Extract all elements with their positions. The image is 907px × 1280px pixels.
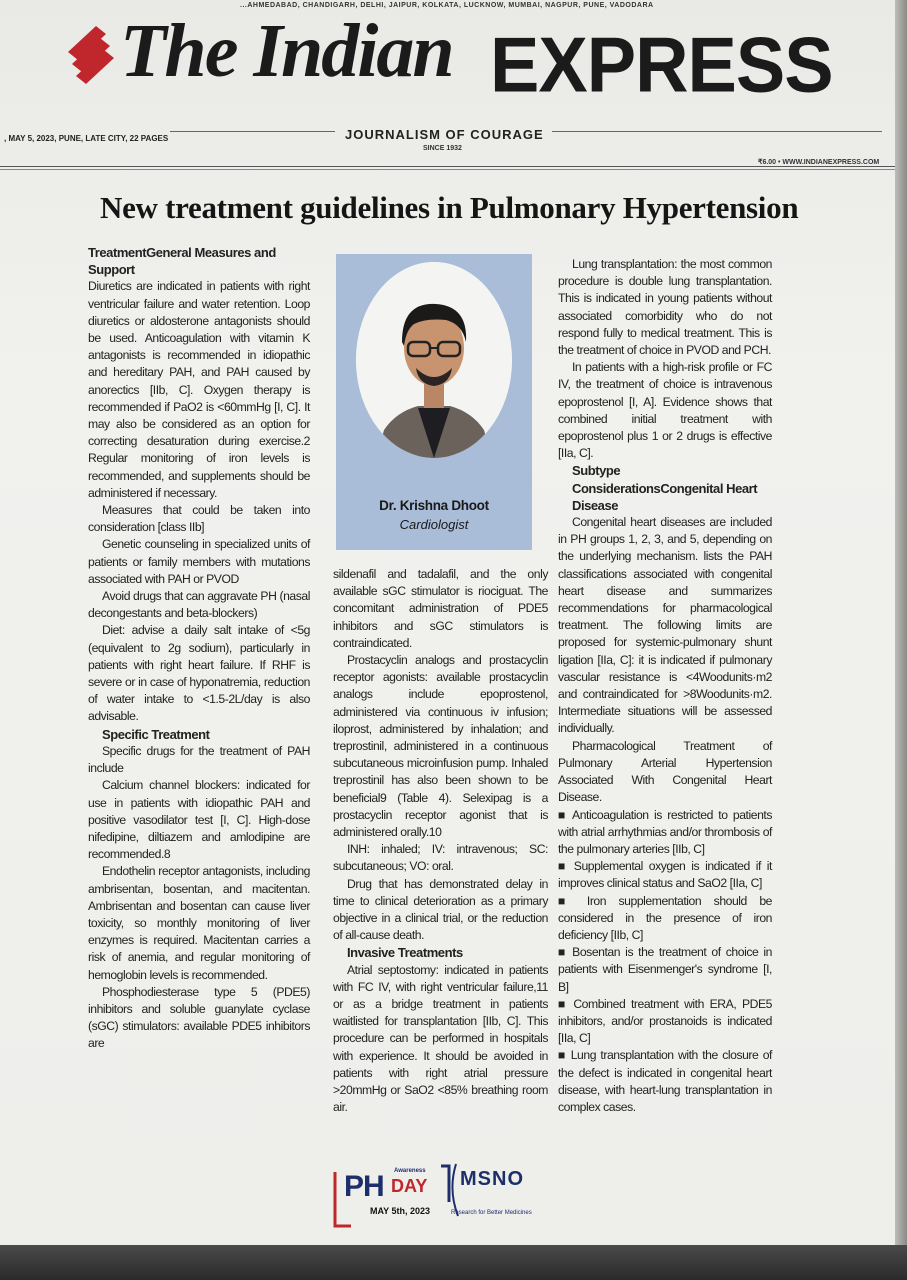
- paragraph: ■ Anticoagulation is restricted to patients with atrial arrhythmias and/or thrombosis of the pulmonary arteries [IIb, C]: [558, 807, 772, 856]
- tagline: JOURNALISM OF COURAGE: [345, 127, 544, 142]
- ph-day-ph: PH: [344, 1170, 384, 1203]
- page-edge: [895, 0, 907, 1245]
- paragraph: Specific drugs for the treatment of PAH include: [88, 743, 310, 776]
- paragraph: sildenafil and tadalafil, and the only available sGC stimulator is riociguat. The concomitant administration of PDE5 inhibitors and sGC stimulators is contraindicated.: [333, 567, 548, 650]
- person-portrait-icon: [356, 262, 512, 458]
- ph-day-date: MAY 5th, 2023: [370, 1206, 431, 1216]
- paragraph: INH: inhaled; IV: intravenous; SC: subcutaneous; VO: oral.: [333, 842, 548, 874]
- paragraph: Lung transplantation: the most common procedure is double lung transplantation. This is indicated in young patients without associated comorbidity who do not respond fully to medical treatment. This is the treatment of choice in PVOD and PCH.: [558, 257, 772, 358]
- paragraph: Genetic counseling in specialized units of patients or family members with mutations associated with PAH or PVOD: [88, 537, 310, 586]
- article-column-3: [558, 256, 772, 1116]
- paragraph: Atrial septostomy: indicated in patients with FC IV, with right ventricular failure,11 or as a bridge treatment in patients waitlisted for transplantation [IIb, C]. This procedure can be performed in hospitals with experience. It should be avoided in patients with right atrial pressure >20mmHg or SaO2 <85% breathing room air.: [333, 962, 548, 1115]
- since-label: SINCE 1932: [423, 145, 462, 152]
- article-column-1: [88, 244, 310, 1053]
- divider: [0, 169, 895, 170]
- paragraph: Congenital heart diseases are included in PH groups 1, 2, 3, and 5, depending on the underlying mechanism. lists the PAH classifications associated with congenital heart disease and summarizes recommendations for pharmacological treatment. The following limits are proposed for systemic-pulmonary shunt ligation [IIa, C]: it is indicated if pulmonary vascular resistance is <4Woodunits·m2 and contraindicated for >8Woodunits·m2. Intermediate situations will be assessed individually.: [558, 515, 772, 736]
- paragraph: Phosphodiesterase type 5 (PDE5) inhibitors and soluble guanylate cyclase (sGC) stimulators: available PDE5 inhibitors are: [88, 984, 310, 1051]
- section-heading: TreatmentGeneral Measures and Support: [88, 245, 276, 278]
- author-photo: [356, 262, 512, 458]
- paragraph: Measures that could be taken into consideration [class IIb]: [88, 503, 310, 535]
- page-edge: [0, 1245, 907, 1280]
- paragraph: ■ Bosentan is the treatment of choice in patients with Eisenmenger's syndrome [I, B]: [558, 945, 772, 994]
- paragraph: Prostacyclin analogs and prostacyclin receptor agonists: available prostacyclin analogs include epoprostenol, administered via continuous iv infusion; iloprost, administered by inhalation; and treprostinil, administered in a continuous subcutaneous microinfusion pump. Inhaled treprostinil has also been shown to be beneficial9 (Table 4). Selexipag is a prostacyclin receptor agonist that is administered orally.10: [333, 653, 548, 840]
- author-name: Dr. Krishna Dhoot: [379, 498, 489, 513]
- ph-day-awareness: Awareness: [394, 1168, 426, 1174]
- section-heading: Specific Treatment: [102, 726, 210, 742]
- paragraph: Diuretics are indicated in patients with right ventricular failure and water retention. Loop diuretics or aldosterone antagonists should be used. Anticoagulation with vitamin K antagonists is recommended in idiopathic and hereditary PAH, and PAH caused by anorectics [IIb, C]. Oxygen therapy is recommended if PaO2 is <60mmHg [I, C]. It may also be considered as an option for correcting desaturation during exercise.2 Regular monitoring of iron levels is recommended, and supplements should be administered if necessary.: [88, 279, 310, 500]
- msno-tagline: Research for Better Medicines: [451, 1210, 532, 1216]
- express-logo-icon: [66, 24, 116, 84]
- paragraph: ■ Combined treatment with ERA, PDE5 inhibitors, and/or prostanoids is indicated [IIa, C]: [558, 996, 772, 1046]
- paragraph: ■ Lung transplantation with the closure of the defect is indicated in congenital heart disease, with heart-lung transplantation in complex cases.: [558, 1048, 772, 1114]
- author-role: Cardiologist: [399, 517, 469, 532]
- dateline: , MAY 5, 2023, PUNE, LATE CITY, 22 PAGES: [4, 134, 169, 143]
- paragraph: Drug that has demonstrated delay in time to clinical deterioration as a primary objective in a clinical trial, or the reduction of all-cause death.: [333, 876, 548, 943]
- divider: [0, 166, 895, 167]
- paragraph: Endothelin receptor antagonists, including ambrisentan, bosentan, and macitentan. Ambrisentan and bosentan can cause liver toxicity, so monthly monitoring of liver enzymes is required. Macitentan carries a risk of anemia, and regular monitoring of hemoglobin levels is recommended.: [88, 864, 310, 982]
- ph-day-day: DAY: [391, 1176, 428, 1196]
- article-headline: New treatment guidelines in Pulmonary Hypertension: [100, 190, 799, 225]
- paragraph: Pharmacological Treatment of Pulmonary Arterial Hypertension Associated With Congenital Heart Disease.: [558, 738, 772, 805]
- article-column-2: [333, 566, 548, 1117]
- paragraph: ■ Iron supplementation should be considered in the presence of iron deficiency [IIb, C]: [558, 893, 772, 942]
- msno-logo-text: MSNO: [460, 1168, 524, 1190]
- price-url: ₹6.00 • WWW.INDIANEXPRESS.COM: [758, 159, 880, 166]
- divider: [552, 131, 882, 132]
- masthead-express: EXPRESS: [490, 20, 833, 109]
- paragraph: ■ Supplemental oxygen is indicated if it improves clinical status and SaO2 [IIa, C]: [558, 859, 772, 891]
- masthead-title: The Indian: [120, 9, 453, 93]
- divider: [170, 131, 335, 132]
- section-heading: Subtype ConsiderationsCongenital Heart Disease: [572, 463, 758, 513]
- masthead-cities: ...AHMEDABAD, CHANDIGARH, DELHI, JAIPUR, KOLKATA, LUCKNOW, MUMBAI, NAGPUR, PUNE, VADODARA: [240, 2, 654, 9]
- paragraph: Diet: advise a daily salt intake of <5g (equivalent to 2g sodium), particularly in patients with right heart failure. If RHF is severe or in case of hyponatremia, reduction of water intake to <1.5-2L/day is also advisable.: [88, 623, 310, 724]
- paragraph: In patients with a high-risk profile or FC IV, the treatment of choice is intravenous epoprostenol [I, A]. Evidence shows that combined initial treatment with epoprostenol plus 1 or 2 drugs is effective [IIa, C].: [558, 360, 772, 461]
- section-heading: Invasive Treatments: [347, 945, 463, 961]
- paragraph: Calcium channel blockers: indicated for use in patients with idiopathic PAH and positive vasodilator test [I, C]. High-dose nifedipine, diltiazem and amlodipine are recommended.8: [88, 778, 310, 862]
- paragraph: Avoid drugs that can aggravate PH (nasal decongestants and beta-blockers): [88, 589, 310, 621]
